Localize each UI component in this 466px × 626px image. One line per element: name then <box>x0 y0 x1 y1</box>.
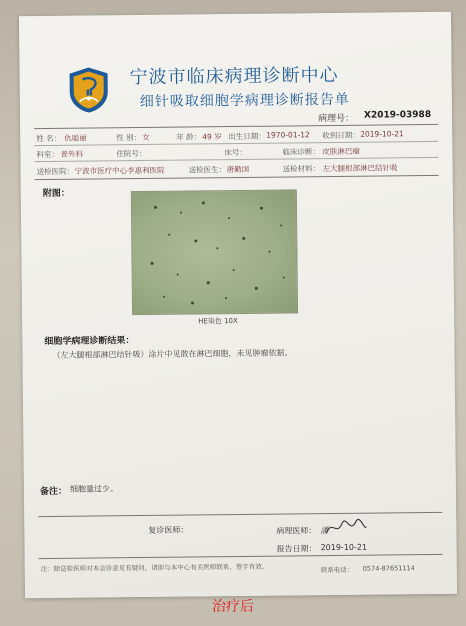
sending-hospital: 宁波市医疗中心李惠利医院 <box>74 165 165 176</box>
clinical-dx-label: 临床诊断： <box>282 147 320 157</box>
patient-sex: 女 <box>142 132 150 142</box>
report-paper <box>19 12 457 598</box>
phone-number: 0574-87651114 <box>362 564 415 573</box>
sex-label: 性 别： <box>116 133 142 143</box>
divider <box>39 554 443 559</box>
age-label: 年 龄： <box>176 132 202 142</box>
pathologist-signature: 潘 <box>320 526 329 536</box>
department: 普外科 <box>60 149 83 159</box>
hospital-label: 送检医院： <box>36 166 75 177</box>
report-date-label: 报告日期： <box>276 544 317 554</box>
hospital-name: 宁波市临床病理诊断中心 <box>129 64 339 89</box>
pathology-no-label: 病理号： <box>318 113 355 125</box>
inpatient-no-label: 住院号： <box>116 148 147 159</box>
patient-name: 仇聪丽 <box>64 133 87 143</box>
remark-text: 细胞量过少。 <box>69 484 118 494</box>
received-date: 2019-10-21 <box>360 129 404 139</box>
received-label: 收到日期： <box>322 130 360 141</box>
phone-label: 联系电话： <box>320 565 354 575</box>
figure-label: 附图： <box>42 188 70 200</box>
figure-caption: HE染色 10X <box>198 317 238 326</box>
patient-dob: 1970-01-12 <box>266 130 310 140</box>
pathology-no: X2019-03988 <box>363 109 432 121</box>
material: 左大腿根部淋巴结针吸 <box>322 163 398 174</box>
diagnosis-text: （左大腿根部淋巴结针吸）涂片中见散在淋巴细胞，未见肿瘤依据。 <box>52 348 293 360</box>
clinical-dx: 皮肤淋巴瘤 <box>322 146 360 157</box>
pathologist-label: 病理医师： <box>276 526 317 536</box>
micrograph-image <box>131 189 298 315</box>
bed-label: 床号： <box>224 147 247 158</box>
divider <box>38 512 442 517</box>
remark-label: 备注： <box>39 486 68 498</box>
reviewer-label: 复诊医师： <box>148 525 189 535</box>
divider <box>34 124 438 129</box>
treatment-stamp: 治疗后 <box>212 599 254 615</box>
hospital-logo-icon <box>65 65 112 113</box>
report-title: 细针吸取细胞学病理诊断报告单 <box>139 91 350 111</box>
dept-label: 科室： <box>36 149 59 160</box>
dob-label: 出生日期： <box>228 131 266 142</box>
material-label: 送检材料： <box>282 164 321 174</box>
doctor-label: 送检医生： <box>188 165 227 175</box>
report-date: 2019-10-21 <box>320 542 368 553</box>
handwritten-signature-icon <box>324 513 368 541</box>
name-label: 姓 名： <box>36 133 62 144</box>
sending-doctor: 唐勤国 <box>226 164 250 175</box>
diagnosis-title: 细胞学病理诊断结果： <box>44 336 135 348</box>
footer-notice: 注：除送检医师对本会诊意见有疑问，请即与本中心有关医师联系，签字有效。 <box>40 562 269 574</box>
patient-age: 49 岁 <box>202 132 222 142</box>
